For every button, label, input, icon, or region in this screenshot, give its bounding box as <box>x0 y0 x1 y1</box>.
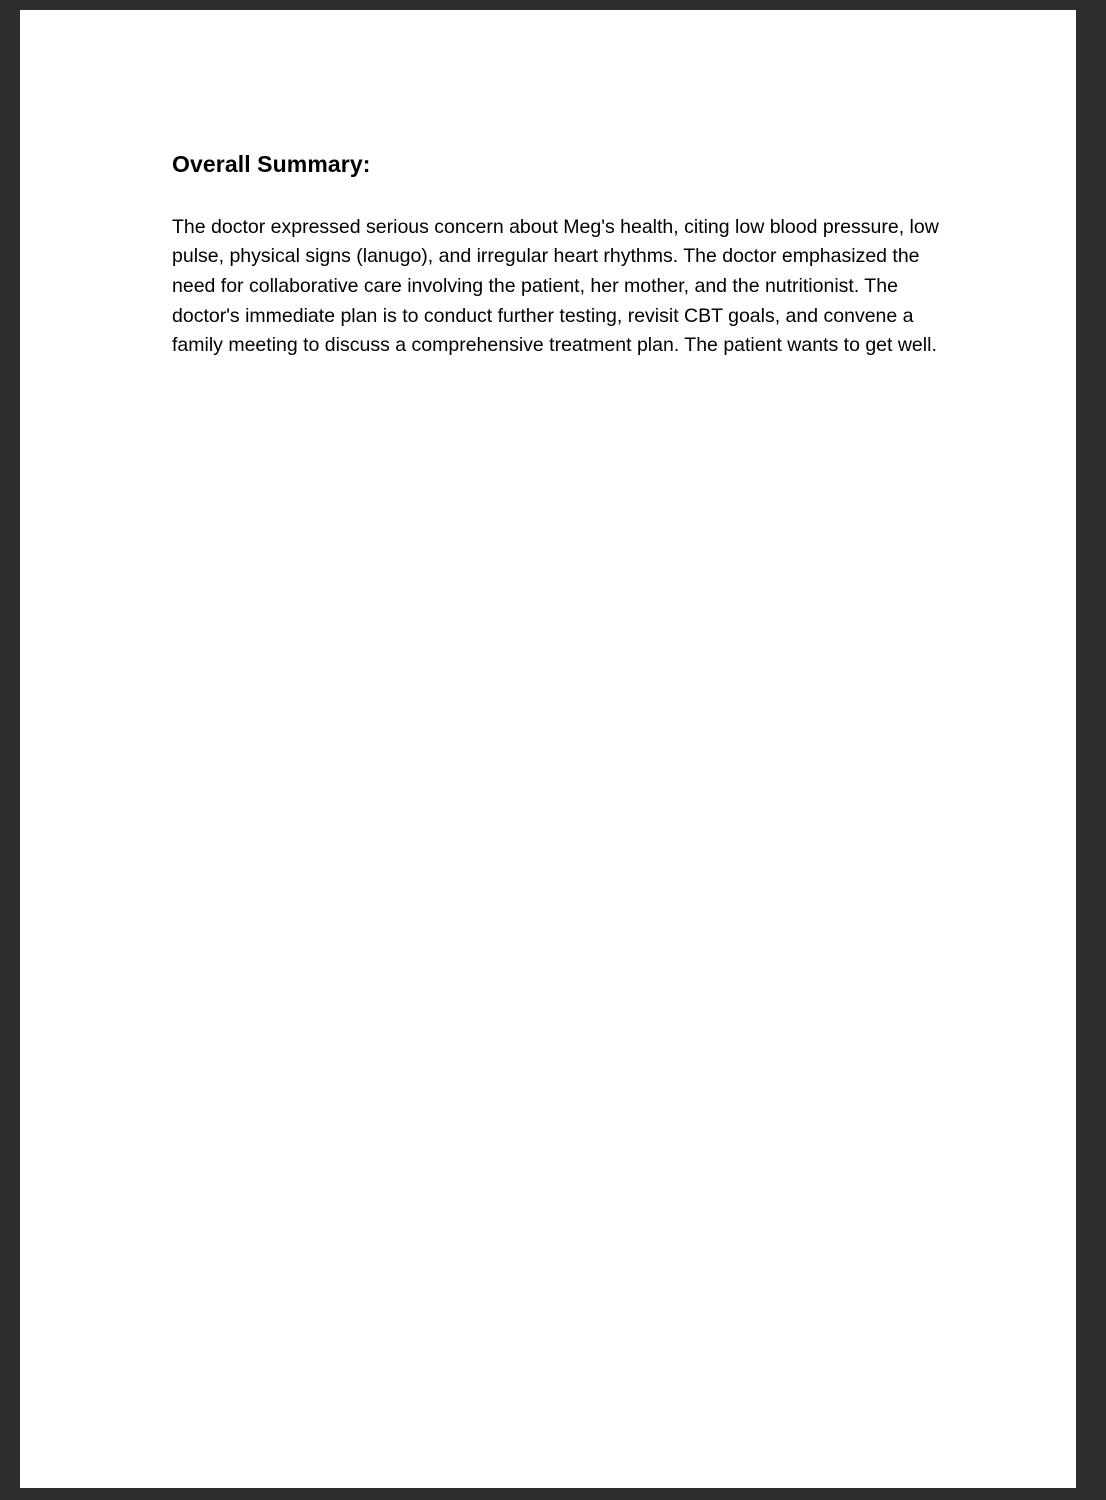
page-title: Overall Summary: <box>172 151 371 177</box>
document-page <box>20 10 1076 1488</box>
summary-paragraph: The doctor expressed serious concern about Meg's health, citing low blood pressure, low pulse, physical signs (lanugo), and irregular heart rhythms. The doctor emphasized the need for collaborative care involving the patient, her mother, and the nutritionist. The doctor's immediate plan is to conduct further testing, revisit CBT goals, and convene a family meeting to discuss a comprehensive treatment plan. The patient wants to get well. <box>172 215 939 357</box>
